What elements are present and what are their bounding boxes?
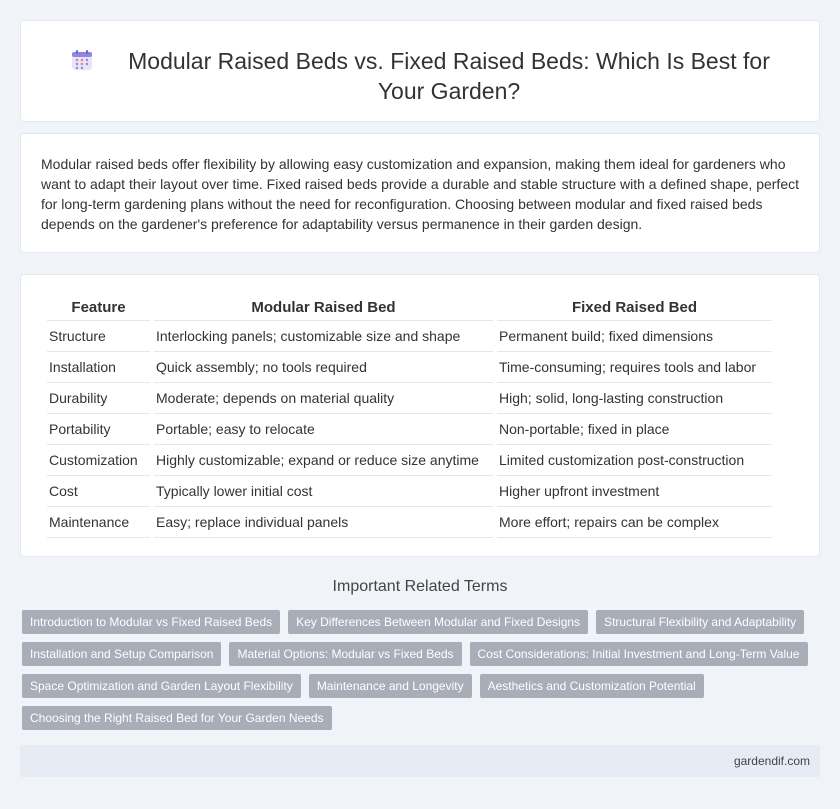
column-header-modular: Modular Raised Bed bbox=[154, 295, 493, 321]
table-cell: Time-consuming; requires tools and labor bbox=[497, 352, 772, 383]
related-term-tag[interactable]: Cost Considerations: Initial Investment and Long-Term Value bbox=[470, 642, 808, 666]
page-title: Modular Raised Beds vs. Fixed Raised Beds: Which Is Best for Your Garden? bbox=[128, 48, 770, 104]
related-terms-list bbox=[22, 610, 822, 738]
table-cell: Durability bbox=[47, 383, 150, 414]
related-terms-heading: Important Related Terms bbox=[332, 578, 508, 595]
table-cell: Easy; replace individual panels bbox=[154, 507, 493, 538]
table-cell: Structure bbox=[47, 321, 150, 352]
table-cell: Limited customization post-construction bbox=[497, 445, 772, 476]
intro-paragraph: Modular raised beds offer flexibility by allowing easy customization and expansion, making them ideal for gardeners who want to adapt their layout over time. Fixed raised beds provide a durable and stable structure with a defined shape, perfect for long-term gardening plans without the need for reconfiguration. Choosing between modular and fixed raised beds depends on the gardener's preference for adaptability versus permanence in their garden design. bbox=[41, 156, 799, 232]
table-row bbox=[47, 383, 772, 414]
table-row bbox=[47, 321, 772, 352]
table-cell: Typically lower initial cost bbox=[154, 476, 493, 507]
table-cell: Installation bbox=[47, 352, 150, 383]
table-cell: Interlocking panels; customizable size and shape bbox=[154, 321, 493, 352]
table-row bbox=[47, 352, 772, 383]
table-header-row bbox=[47, 295, 772, 321]
table-cell: Moderate; depends on material quality bbox=[154, 383, 493, 414]
related-term-tag[interactable]: Introduction to Modular vs Fixed Raised Beds bbox=[22, 610, 280, 634]
table-cell: Maintenance bbox=[47, 507, 150, 538]
table-cell: Non-portable; fixed in place bbox=[497, 414, 772, 445]
table-row bbox=[47, 445, 772, 476]
related-term-tag[interactable]: Maintenance and Longevity bbox=[309, 674, 472, 698]
calendar-icon bbox=[71, 49, 93, 71]
table-cell: Quick assembly; no tools required bbox=[154, 352, 493, 383]
table-row bbox=[47, 507, 772, 538]
table-cell: Customization bbox=[47, 445, 150, 476]
related-term-tag[interactable]: Key Differences Between Modular and Fixed Designs bbox=[288, 610, 588, 634]
footer-bar bbox=[20, 745, 820, 777]
table-cell: More effort; repairs can be complex bbox=[497, 507, 772, 538]
comparison-card bbox=[20, 274, 820, 557]
table-cell: Highly customizable; expand or reduce size anytime bbox=[154, 445, 493, 476]
table-cell: Portability bbox=[47, 414, 150, 445]
table-cell: Portable; easy to relocate bbox=[154, 414, 493, 445]
comparison-table bbox=[43, 295, 776, 538]
header-card bbox=[20, 20, 820, 122]
related-term-tag[interactable]: Aesthetics and Customization Potential bbox=[480, 674, 704, 698]
table-cell: Cost bbox=[47, 476, 150, 507]
related-term-tag[interactable]: Structural Flexibility and Adaptability bbox=[596, 610, 804, 634]
table-row bbox=[47, 414, 772, 445]
related-term-tag[interactable]: Installation and Setup Comparison bbox=[22, 642, 221, 666]
table-row bbox=[47, 476, 772, 507]
column-header-feature: Feature bbox=[47, 295, 150, 321]
related-term-tag[interactable]: Space Optimization and Garden Layout Flexibility bbox=[22, 674, 301, 698]
table-cell: High; solid, long-lasting construction bbox=[497, 383, 772, 414]
intro-card bbox=[20, 133, 820, 253]
table-cell: Higher upfront investment bbox=[497, 476, 772, 507]
column-header-fixed: Fixed Raised Bed bbox=[497, 295, 772, 321]
site-name[interactable]: gardendif.com bbox=[733, 754, 810, 768]
related-term-tag[interactable]: Choosing the Right Raised Bed for Your Garden Needs bbox=[22, 706, 332, 730]
table-cell: Permanent build; fixed dimensions bbox=[497, 321, 772, 352]
related-term-tag[interactable]: Material Options: Modular vs Fixed Beds bbox=[229, 642, 461, 666]
